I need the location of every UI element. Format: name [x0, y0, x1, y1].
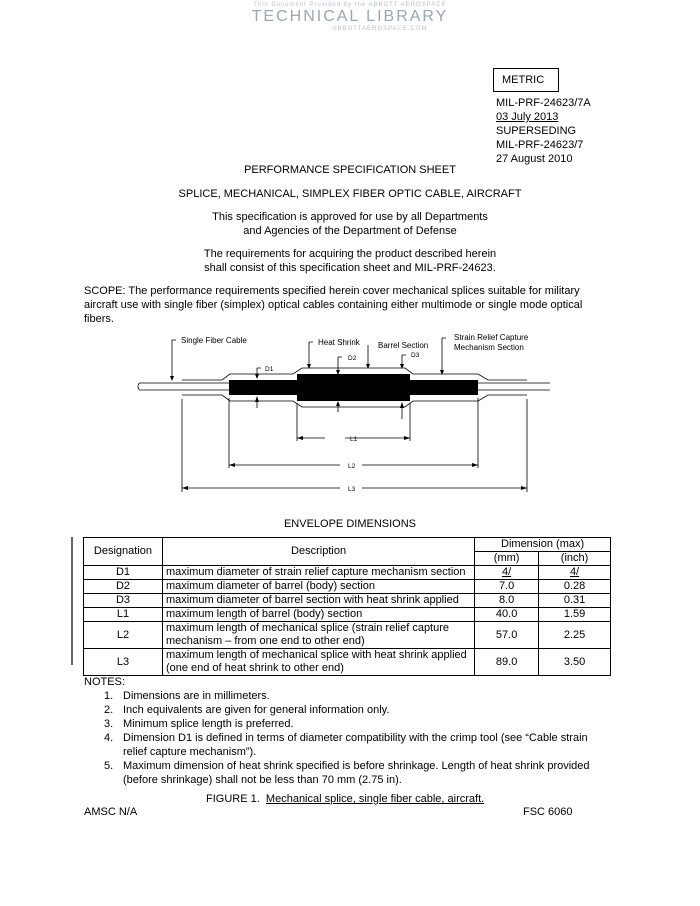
metric-box: METRIC [493, 68, 559, 92]
figure-caption [206, 793, 484, 805]
scope-line-1: SCOPE: The performance requirements specified herein cover mechanical splices suitable for military [84, 285, 580, 297]
cell-inch: 1.59 [539, 608, 611, 622]
description-line: maximum length of mechanical splice (strain relief capture [165, 622, 450, 634]
cell-designation: D1 [84, 566, 163, 580]
note-text: Dimension D1 is defined in terms of diameter compatibility with the crimp tool (see “Cable strain [123, 732, 588, 744]
note-number: 2. [104, 704, 114, 716]
label-l2: L2 [348, 463, 356, 470]
header-designation: Designation [84, 538, 163, 566]
cell-mm: 8.0 [475, 594, 539, 608]
table-title: ENVELOPE DIMENSIONS [283, 518, 417, 530]
header-dimension: Dimension (max) [475, 538, 611, 552]
cell-mm: 57.0 [475, 622, 539, 649]
note-text: relief capture mechanism”). [123, 746, 257, 758]
doc-id: MIL-PRF-24623/7A [496, 97, 591, 109]
watermark-title: TECHNICAL LIBRARY [251, 8, 449, 25]
page-subtitle: SPLICE, MECHANICAL, SIMPLEX FIBER OPTIC CABLE, AIRCRAFT [178, 188, 522, 200]
note-number: 4. [104, 732, 114, 744]
cell-description: maximum diameter of strain relief capture mechanism section [162, 566, 474, 580]
label-l1: L1 [350, 436, 358, 443]
cell-mm: 40.0 [475, 608, 539, 622]
old-doc-id: MIL-PRF-24623/7 [496, 139, 584, 151]
requirements-line-2: shall consist of this specification sheet and MIL-PRF-24623. [204, 262, 496, 274]
note-number: 3. [104, 718, 114, 730]
label-barrel-section: Barrel Section [378, 341, 429, 350]
amsc-label: AMSC N/A [84, 806, 138, 818]
note-text: Inch equivalents are given for general information only. [123, 704, 390, 716]
cell-description [162, 622, 474, 649]
cell-description: maximum length of barrel (body) section [162, 608, 474, 622]
fsc-label: FSC 6060 [523, 806, 573, 818]
dimension-extension-lines [182, 398, 527, 492]
label-d2: D2 [348, 355, 357, 362]
note-number: 5. [104, 760, 114, 772]
label-l3: L3 [348, 486, 356, 493]
notes-label: NOTES: [84, 676, 125, 688]
cell-inch: 0.28 [539, 580, 611, 594]
doc-date: 03 July 2013 [496, 111, 559, 123]
label-d3: D3 [411, 352, 420, 359]
description-line: (one end of heat shrink to other end) [165, 662, 344, 674]
cell-description: maximum diameter of barrel section with heat shrink applied [162, 594, 474, 608]
header-description: Description [162, 538, 474, 566]
header-mm: (mm) [475, 552, 539, 566]
watermark-line1: This Document Provided by the ABBOTT AEROSPACE [253, 2, 447, 8]
label-single-fiber-cable: Single Fiber Cable [181, 336, 247, 345]
label-heat-shrink: Heat Shrink [318, 338, 360, 347]
cell-designation: L1 [84, 608, 163, 622]
cell-inch: 4/ [539, 566, 611, 580]
watermark-url: ABBOTTAEROSPACE.COM [332, 26, 428, 32]
figure-title: Mechanical splice, single fiber cable, aircraft. [265, 793, 485, 805]
scope-line-3: fibers. [84, 313, 114, 325]
cell-mm: 89.0 [475, 649, 539, 676]
old-doc-date: 27 August 2010 [496, 153, 573, 165]
barrel-section [297, 374, 410, 401]
scope-line-2: aircraft use with single fiber (simplex) optical cables containing either multimode or single mode optical [84, 299, 583, 311]
note-text: (before shrinkage) shall not be less than 70 mm (2.75 in). [123, 774, 402, 786]
table-row [84, 566, 611, 580]
cell-description [162, 649, 474, 676]
requirements-line-1: The requirements for acquiring the product described herein [203, 248, 497, 260]
table-row [84, 608, 611, 622]
table-row [84, 622, 611, 649]
table-row [84, 580, 611, 594]
note-number: 1. [104, 690, 114, 702]
table-row [84, 649, 611, 676]
cell-inch: 2.25 [539, 622, 611, 649]
cell-designation: L3 [84, 649, 163, 676]
label-strain-relief-2: Mechanism Section [454, 343, 524, 352]
cell-inch: 3.50 [539, 649, 611, 676]
approval-line-1: This specification is approved for use by all Departments [212, 211, 488, 223]
table-row [84, 594, 611, 608]
envelope-dimensions-table [83, 537, 611, 676]
cell-mm: 4/ [475, 566, 539, 580]
superseding-label: SUPERSEDING [496, 125, 577, 137]
table-header-row [84, 538, 611, 552]
note-text: Maximum dimension of heat shrink specified is before shrinkage. Length of heat shrink provided [123, 760, 590, 772]
cell-designation: L2 [84, 622, 163, 649]
cell-designation: D2 [84, 580, 163, 594]
header-inch: (inch) [539, 552, 611, 566]
description-line: maximum length of mechanical splice with heat shrink applied [165, 649, 467, 661]
cell-inch: 0.31 [539, 594, 611, 608]
figure-label: FIGURE 1. [206, 793, 260, 805]
label-strain-relief-1: Strain Relief Capture [454, 333, 529, 342]
description-line: mechanism – from one end to other end) [165, 635, 365, 647]
page-title: PERFORMANCE SPECIFICATION SHEET [244, 164, 456, 176]
cell-mm: 7.0 [475, 580, 539, 594]
cell-description: maximum diameter of barrel (body) section [162, 580, 474, 594]
note-text: Dimensions are in millimeters. [123, 690, 270, 702]
cell-designation: D3 [84, 594, 163, 608]
label-d1: D1 [265, 366, 274, 373]
approval-line-2: and Agencies of the Department of Defense [243, 225, 457, 237]
note-text: Minimum splice length is preferred. [123, 718, 294, 730]
